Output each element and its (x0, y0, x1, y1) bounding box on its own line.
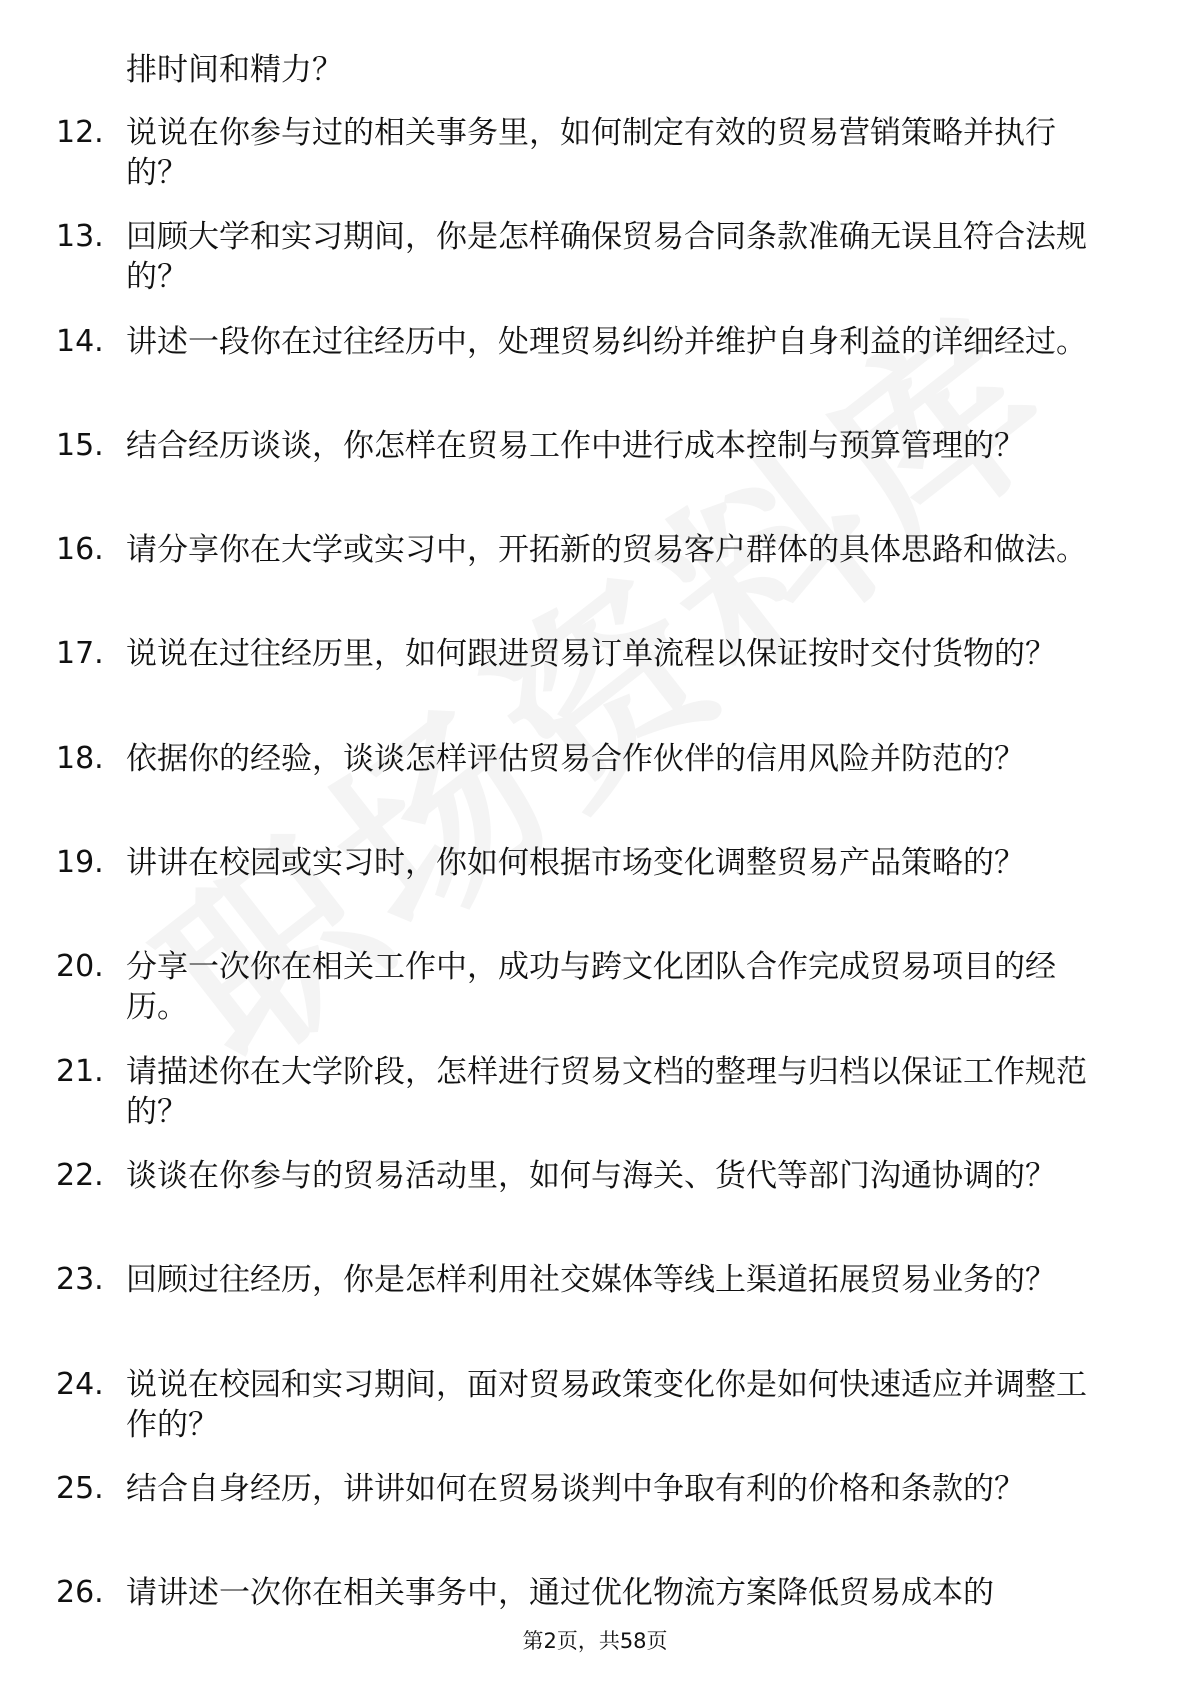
question-text: 结合自身经历，讲讲如何在贸易谈判中争取有利的价格和条款的？ (126, 1470, 1025, 1507)
question-text: 请分享你在大学或实习中，开拓新的贸易客户群体的具体思路和做法。 (126, 532, 1087, 569)
question-number: 15. (56, 427, 104, 463)
list-item (0, 1260, 1190, 1364)
question-text: 分享一次你在相关工作中，成功与跨文化团队合作完成贸易项目的经历。 (126, 949, 1056, 1026)
question-number: 18. (56, 740, 104, 776)
question-number: 19. (56, 845, 104, 881)
question-text: 回顾大学和实习期间，你是怎样确保贸易合同条款准确无误且符合法规的？ (126, 219, 1087, 296)
question-number: 16. (56, 532, 104, 568)
question-text: 说说在你参与过的相关事务里，如何制定有效的贸易营销策略并执行的？ (126, 115, 1056, 191)
question-text: 说说在校园和实习期间，面对贸易政策变化你是如何快速适应并调整工作的？ (126, 1366, 1087, 1443)
list-item (0, 426, 1190, 530)
question-text: 谈谈在你参与的贸易活动里，如何与海关、货代等部门沟通协调的？ (126, 1157, 1056, 1194)
question-number: 13. (56, 219, 104, 255)
question-text: 结合经历谈谈，你怎样在贸易工作中进行成本控制与预算管理的？ (126, 427, 1025, 464)
question-number: 23. (56, 1262, 104, 1298)
list-item (0, 843, 1190, 947)
question-text: 讲讲在校园或实习时，你如何根据市场变化调整贸易产品策略的？ (126, 845, 1025, 882)
question-number: 12. (56, 115, 104, 150)
question-number: 20. (56, 949, 104, 985)
question-text: 讲述一段你在过往经历中，处理贸易纠纷并维护自身利益的详细经过。 (126, 323, 1087, 360)
question-number: 25. (56, 1470, 104, 1506)
question-text: 请描述你在大学阶段，怎样进行贸易文档的整理与归档以保证工作规范的？ (126, 1053, 1087, 1130)
continuation-text: 排时间和精力？ (126, 52, 343, 88)
list-item (0, 1469, 1190, 1573)
list-item (0, 947, 1190, 1051)
question-text: 依据你的经验，谈谈怎样评估贸易合作伙伴的信用风险并防范的？ (126, 740, 1025, 777)
question-number: 21. (56, 1053, 104, 1089)
question-text: 回顾过往经历，你是怎样利用社交媒体等线上渠道拓展贸易业务的？ (126, 1262, 1056, 1299)
question-text: 说说在过往经历里，如何跟进贸易订单流程以保证按时交付货物的？ (126, 636, 1056, 673)
question-number: 17. (56, 636, 104, 672)
question-number: 24. (56, 1366, 104, 1402)
list-item (0, 217, 1190, 321)
list-item (0, 634, 1190, 738)
list-item (0, 1365, 1190, 1469)
list-item (0, 530, 1190, 634)
list-item (0, 113, 1190, 217)
question-number: 22. (56, 1157, 104, 1193)
list-item (0, 1573, 1190, 1677)
question-number: 26. (56, 1575, 104, 1611)
list-item (0, 1156, 1190, 1260)
list-item (0, 322, 1190, 426)
list-item (0, 1052, 1190, 1156)
question-text: 请讲述一次你在相关事务中，通过优化物流方案降低贸易成本的 (126, 1575, 994, 1612)
list-item (0, 739, 1190, 843)
page-footer: 第2页，共58页 (522, 1629, 668, 1653)
question-list (0, 113, 1190, 1677)
question-number: 14. (56, 323, 104, 359)
